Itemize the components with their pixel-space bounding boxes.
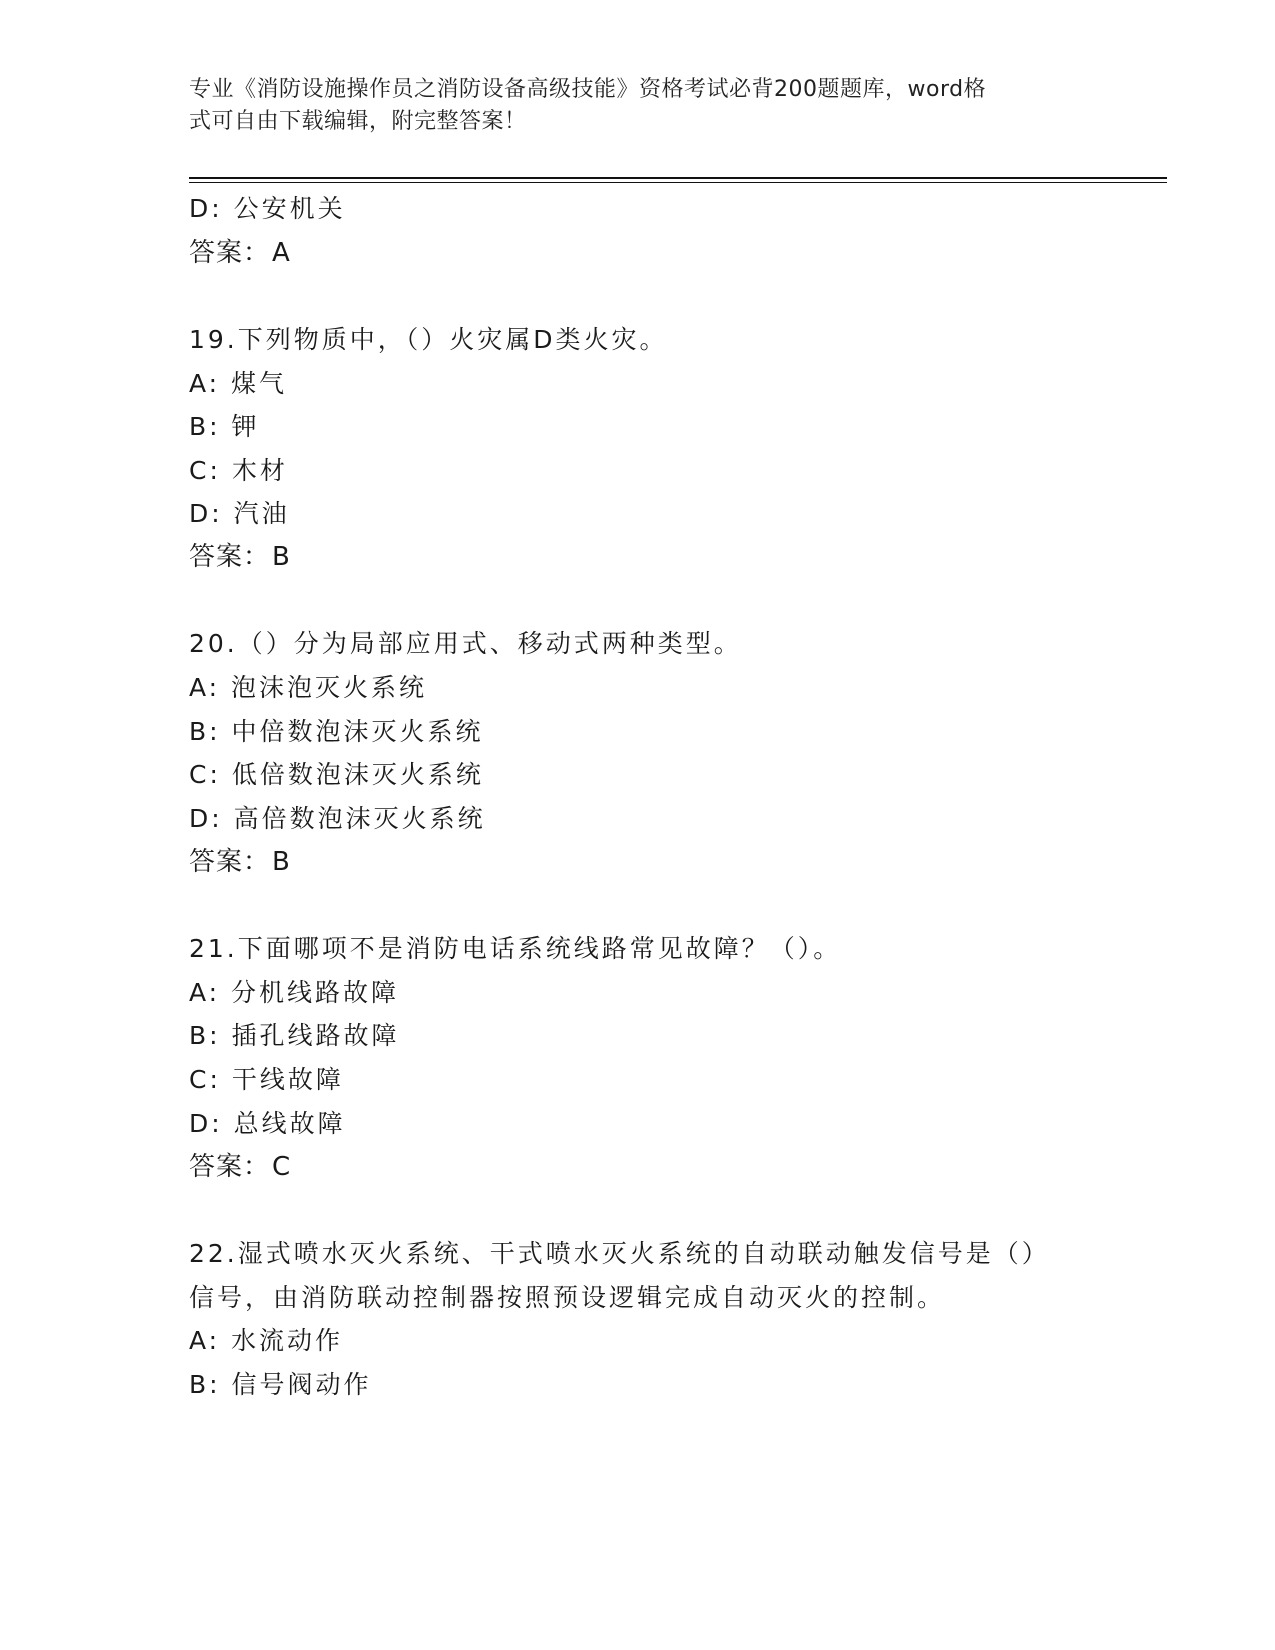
- answer-label: 答案：: [189, 238, 271, 268]
- question-21-option-c: C: 干线故障: [189, 1065, 344, 1094]
- header-line-2: 式可自由下载编辑，附完整答案！: [189, 109, 527, 134]
- answer-value: B: [272, 847, 291, 877]
- question-19-stem: 19.下列物质中，（）火灾属D类火灾。: [189, 325, 668, 354]
- question-20-stem: 20.（）分为局部应用式、移动式两种类型。: [189, 629, 742, 658]
- question-19-option-c: C: 木材: [189, 456, 288, 485]
- question-22-option-a: A: 水流动作: [189, 1326, 344, 1355]
- answer-label: 答案：: [189, 542, 271, 572]
- question-19-option-d: D: 汽油: [189, 499, 290, 528]
- header-divider-thick: [189, 177, 1167, 179]
- question-20-answer: [189, 845, 291, 879]
- answer-label: 答案：: [189, 1152, 271, 1182]
- answer-value: C: [272, 1152, 292, 1182]
- question-21-answer: [189, 1150, 291, 1184]
- document-header: [189, 74, 1069, 138]
- question-22-stem-line-2: 信号，由消防联动控制器按照预设逻辑完成自动灭火的控制。: [189, 1283, 946, 1312]
- prev-option-d: D: 公安机关: [189, 194, 346, 223]
- question-19-answer: [189, 540, 291, 574]
- question-22-option-b: B: 信号阀动作: [189, 1370, 372, 1399]
- header-line-1: 专业《消防设施操作员之消防设备高级技能》资格考试必背200题题库，word格: [189, 77, 987, 102]
- question-21-option-d: D: 总线故障: [189, 1109, 346, 1138]
- question-20-option-d: D: 高倍数泡沫灭火系统: [189, 804, 486, 833]
- question-20-option-a: A: 泡沫泡灭火系统: [189, 673, 428, 702]
- question-22-stem-line-1: 22.湿式喷水灭火系统、干式喷水灭火系统的自动联动触发信号是（）: [189, 1239, 1050, 1268]
- answer-label: 答案：: [189, 847, 271, 877]
- question-19-option-a: A: 煤气: [189, 369, 288, 398]
- prev-answer: [189, 236, 291, 270]
- header-divider-thin: [189, 182, 1167, 183]
- question-21-stem: 21.下面哪项不是消防电话系统线路常见故障？（）。: [189, 934, 842, 963]
- answer-value: B: [272, 542, 291, 572]
- answer-value: A: [272, 238, 291, 268]
- question-19-option-b: B: 钾: [189, 412, 260, 441]
- question-20-option-c: C: 低倍数泡沫灭火系统: [189, 760, 484, 789]
- question-21-option-b: B: 插孔线路故障: [189, 1021, 400, 1050]
- question-21-option-a: A: 分机线路故障: [189, 978, 400, 1007]
- question-20-option-b: B: 中倍数泡沫灭火系统: [189, 717, 484, 746]
